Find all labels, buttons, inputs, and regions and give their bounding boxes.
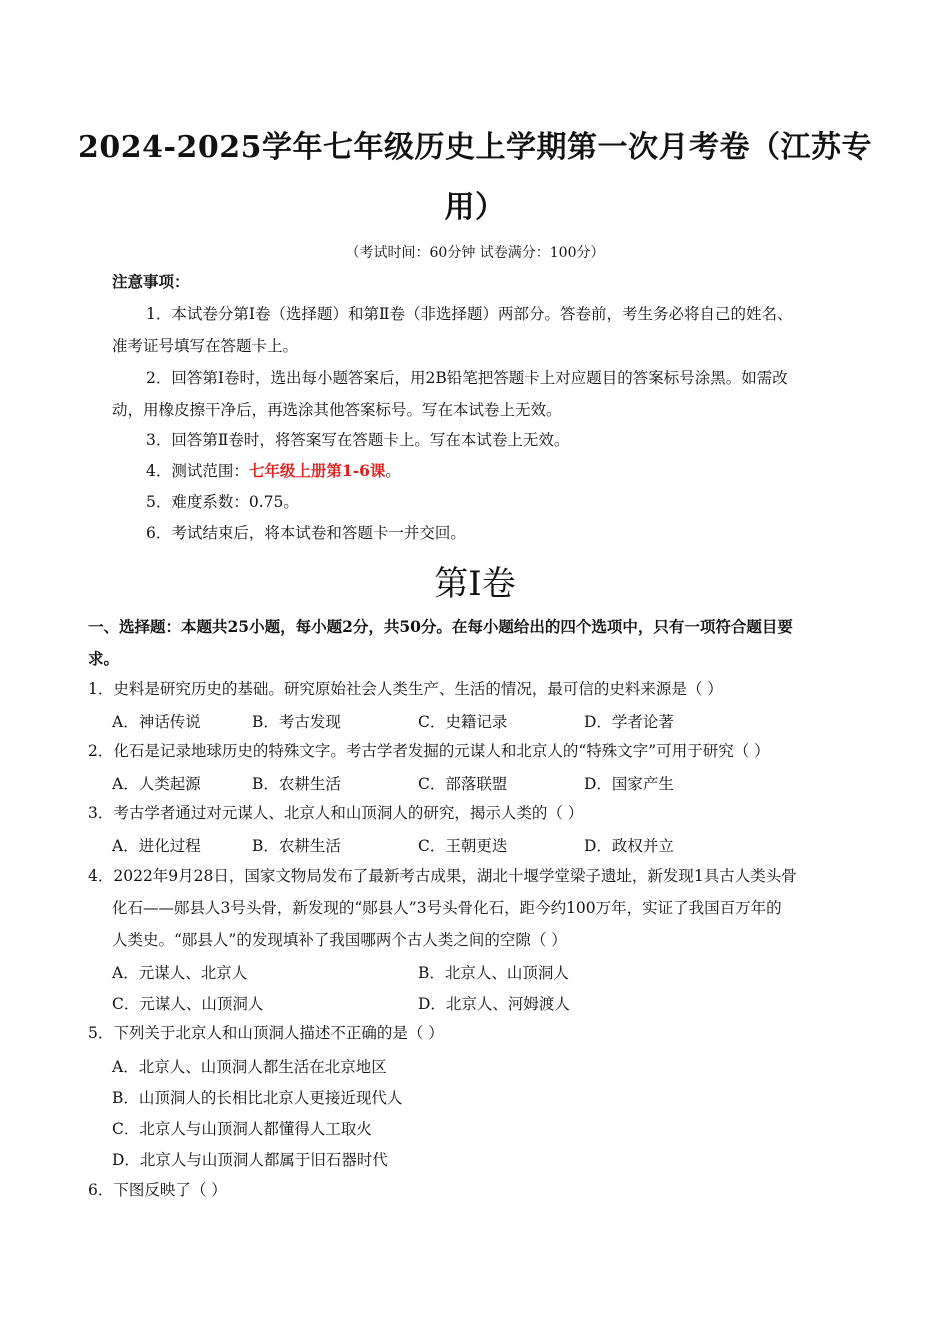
question-2-option-a: A．人类起源 <box>112 775 201 793</box>
question-5-option-c: C．北京人与山顶洞人都懂得人工取火 <box>112 1120 372 1138</box>
question-1-stem: 1．史料是研究历史的基础。研究原始社会人类生产、生活的情况，最可信的史料来源是（ ） <box>88 680 723 698</box>
question-4-stem-line2: 化石——郧县人3号头骨，新发现的“郧县人”3号头骨化石，距今约100万年，实证了我国百万年的 <box>112 899 782 917</box>
notice-item-2-line2: 动，用橡皮擦干净后，再选涂其他答案标号。写在本试卷上无效。 <box>112 401 562 419</box>
notice-item-4 <box>146 461 401 481</box>
question-4-option-d: D．北京人、河姆渡人 <box>418 995 570 1013</box>
notice-item-4-suffix: 。 <box>385 462 401 480</box>
test-range: 七年级上册第1-6课 <box>248 461 386 480</box>
notice-item-4-prefix: 4．测试范围： <box>146 462 249 480</box>
exam-meta: （考试时间：60分钟 试卷满分：100分） <box>345 245 605 261</box>
exam-title-line2: 用） <box>444 190 506 225</box>
exam-title-line1: 2024-2025学年七年级历史上学期第一次月考卷（江苏专 <box>78 130 872 165</box>
part1-instruction-line1: 一、选择题：本题共25小题，每小题2分，共50分。在每小题给出的四个选项中，只有一项符合题目要 <box>88 617 793 636</box>
notice-item-6: 6．考试结束后，将本试卷和答题卡一并交回。 <box>146 524 466 542</box>
question-4-option-b: B．北京人、山顶洞人 <box>418 964 569 982</box>
notice-item-2-line1: 2．回答第Ⅰ卷时，选出每小题答案后，用2B铅笔把答题卡上对应题目的答案标号涂黑。如需改 <box>146 369 788 387</box>
notice-item-3: 3．回答第Ⅱ卷时，将答案写在答题卡上。写在本试卷上无效。 <box>146 431 570 449</box>
notice-heading: 注意事项： <box>112 272 190 291</box>
question-1-option-a: A．神话传说 <box>112 713 201 731</box>
part1-instruction-line2: 求。 <box>88 649 120 668</box>
question-1-option-b: B．考古发现 <box>252 713 341 731</box>
question-4-stem-line3: 人类史。“郧县人”的发现填补了我国哪两个古人类之间的空隙（ ） <box>112 931 567 949</box>
question-3-option-a: A．进化过程 <box>112 837 201 855</box>
question-5-option-b: B．山顶洞人的长相比北京人更接近现代人 <box>112 1089 403 1107</box>
question-5-stem: 5．下列关于北京人和山顶洞人描述不正确的是（ ） <box>88 1024 444 1042</box>
question-2-option-b: B．农耕生活 <box>252 775 341 793</box>
notice-item-1-line2: 准考证号填写在答题卡上。 <box>112 337 299 355</box>
question-3-stem: 3．考古学者通过对元谋人、北京人和山顶洞人的研究，揭示人类的（ ） <box>88 804 584 822</box>
question-1-option-c: C．史籍记录 <box>418 713 508 731</box>
question-4-stem-line1: 4．2022年9月28日，国家文物局发布了最新考古成果，湖北十堰学堂梁子遗址，新发现1具古人类头骨 <box>88 867 797 885</box>
question-4-option-c: C．元谋人、山顶洞人 <box>112 995 264 1013</box>
section-title: 第Ⅰ卷 <box>434 564 516 604</box>
question-2-option-c: C．部落联盟 <box>418 775 508 793</box>
notice-item-5: 5．难度系数：0.75。 <box>146 493 299 511</box>
question-1-option-d: D．学者论著 <box>584 713 674 731</box>
question-2-stem: 2．化石是记录地球历史的特殊文字。考古学者发掘的元谋人和北京人的“特殊文字”可用于研究（ ） <box>88 742 770 760</box>
question-3-option-b: B．农耕生活 <box>252 837 341 855</box>
question-2-option-d: D．国家产生 <box>584 775 674 793</box>
question-6-stem: 6．下图反映了（ ） <box>88 1181 227 1199</box>
question-3-option-d: D．政权并立 <box>584 837 674 855</box>
notice-item-1-line1: 1．本试卷分第Ⅰ卷（选择题）和第Ⅱ卷（非选择题）两部分。答卷前，考生务必将自己的姓名、 <box>146 305 793 323</box>
question-5-option-d: D．北京人与山顶洞人都属于旧石器时代 <box>112 1151 388 1169</box>
question-5-option-a: A．北京人、山顶洞人都生活在北京地区 <box>112 1058 387 1076</box>
question-4-option-a: A．元谋人、北京人 <box>112 964 248 982</box>
question-3-option-c: C．王朝更迭 <box>418 837 508 855</box>
